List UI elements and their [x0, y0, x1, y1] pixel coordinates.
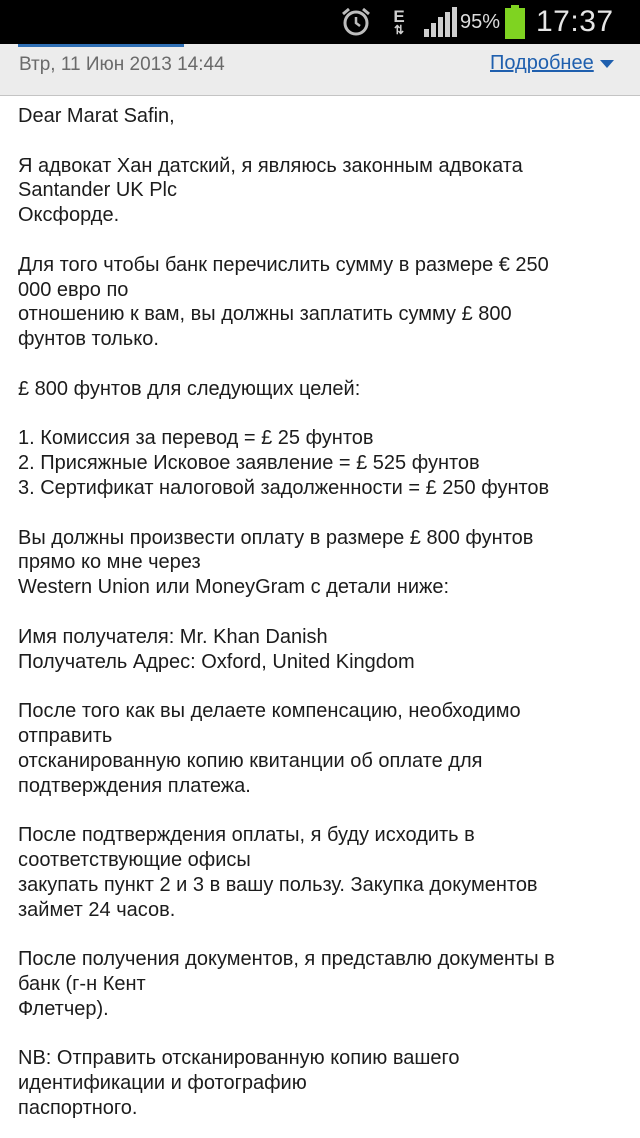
body-line: паспортного. — [18, 1096, 138, 1119]
data-arrows-icon: ⇅ — [393, 23, 405, 37]
body-line: 000 евро по — [18, 278, 129, 301]
signal-icon — [424, 0, 460, 44]
body-line: Вы должны произвести оплату в размере £ 800 фунтов — [18, 526, 534, 549]
body-line: Western Union или MoneyGram с детали ниже: — [18, 576, 450, 599]
body-line: идентификации и фотографию — [18, 1072, 307, 1095]
message-body — [18, 104, 622, 1121]
battery-percent: 95% — [460, 10, 501, 33]
list-item: 2. Присяжные Исковое заявление = £ 525 фунтов — [18, 452, 480, 475]
body-line: соответствующие офисы — [18, 848, 251, 871]
body-line: отсканированную копию квитанции об оплате для — [18, 749, 483, 772]
body-line: После того как вы делаете компенсацию, необходимо — [18, 700, 521, 723]
chevron-down-icon — [600, 60, 614, 68]
message-header — [0, 44, 640, 96]
body-line: отправить — [18, 724, 113, 747]
body-line: банк (г-н Кент — [18, 972, 146, 995]
body-line: Получатель Адрес: Oxford, United Kingdom — [18, 650, 415, 673]
body-line: отношению к вам, вы должны заплатить сумму £ 800 — [18, 303, 512, 326]
body-line: займет 24 часов. — [18, 898, 176, 921]
body-line: £ 800 фунтов для следующих целей: — [18, 377, 361, 400]
selected-tab-indicator — [18, 44, 184, 47]
body-line: подтверждения платежа. — [18, 774, 251, 797]
body-line: После подтверждения оплаты, я буду исходить в — [18, 824, 475, 847]
body-line: Я адвокат Хан датский, я являюсь законным адвоката — [18, 154, 523, 177]
alarm-icon — [340, 0, 372, 44]
details-link[interactable] — [490, 52, 614, 75]
body-line: Флетчер). — [18, 997, 109, 1020]
body-line: закупать пункт 2 и 3 в вашу пользу. Закупка документов — [18, 873, 538, 896]
status-bar — [0, 0, 640, 44]
body-line: Для того чтобы банк перечислить сумму в размере € 250 — [18, 253, 549, 276]
battery-icon — [505, 0, 527, 44]
network-e-icon — [388, 0, 410, 44]
list-item: 1. Комиссия за перевод = £ 25 фунтов — [18, 427, 374, 450]
body-line: Имя получателя: Mr. Khan Danish — [18, 625, 328, 648]
body-line: Оксфорде. — [18, 204, 120, 227]
body-line: прямо ко мне через — [18, 551, 201, 574]
clock: 17:37 — [536, 5, 614, 38]
list-item: 3. Сертификат налоговой задолженности = £ 250 фунтов — [18, 476, 550, 499]
body-line: NB: Отправить отсканированную копию вашего — [18, 1047, 460, 1070]
details-link-label: Подробнее — [490, 52, 594, 74]
body-line: После получения документов, я представлю документы в — [18, 948, 555, 971]
body-line: Santander UK Plc — [18, 179, 177, 202]
message-date: Втр, 11 Июн 2013 14:44 — [19, 54, 225, 75]
body-line: фунтов только. — [18, 328, 159, 351]
greeting: Dear Marat Safin, — [18, 105, 175, 127]
network-label: E — [393, 7, 405, 26]
